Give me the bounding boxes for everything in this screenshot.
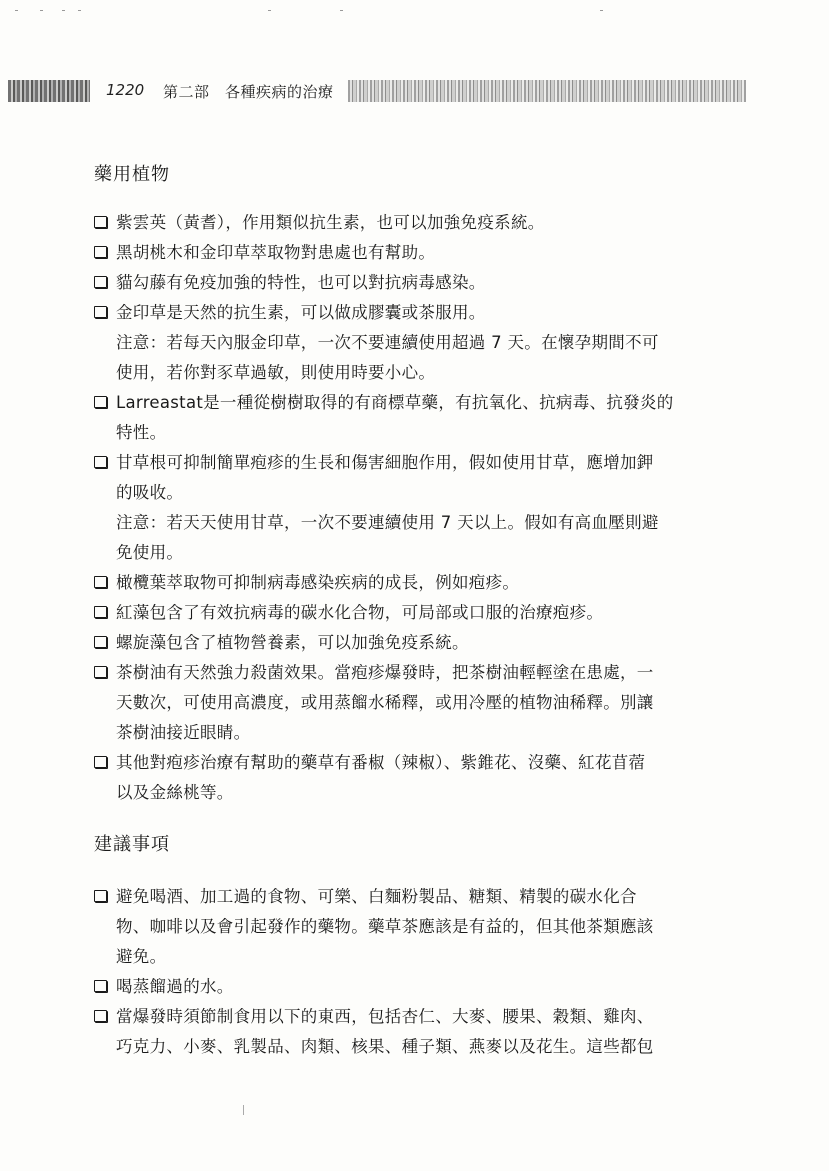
chapter-title: 第二部 各種疾病的治療 xyxy=(163,83,334,101)
checkbox-icon xyxy=(94,306,107,318)
list-item xyxy=(94,208,754,238)
list-item xyxy=(94,748,754,808)
checkbox-icon xyxy=(94,456,107,468)
main-content xyxy=(94,160,754,1062)
caution-note-line: 使用，若你對豕草過敏，則使用時要小心。 xyxy=(116,363,436,382)
checkbox-icon xyxy=(94,756,107,768)
checkbox-icon xyxy=(94,666,107,678)
item-text-line: 特性。 xyxy=(116,423,167,442)
item-text-line: 物、咖啡以及會引起發作的藥物。藥草茶應該是有益的，但其他茶類應該 xyxy=(116,917,654,936)
section-heading-recommendations: 建議事項 xyxy=(94,834,170,855)
list-item xyxy=(94,598,754,628)
checkbox-icon xyxy=(94,396,107,408)
page-number: 1220 xyxy=(106,81,145,99)
list-item xyxy=(94,298,754,388)
header-decorative-bar-right xyxy=(348,80,746,102)
checkbox-icon xyxy=(94,980,107,992)
scan-artifacts xyxy=(0,10,829,16)
caution-note xyxy=(116,508,754,568)
item-text-line: 甘草根可抑制簡單疱疹的生長和傷害細胞作用，假如使用甘草，應增加鉀 xyxy=(116,453,654,472)
section-heading-herbs: 藥用植物 xyxy=(94,164,170,185)
item-text: 金印草是天然的抗生素，可以做成膠囊或茶服用。 xyxy=(116,303,486,322)
item-text-line: Larreastat是一種從樹樹取得的有商標草藥，有抗氧化、抗病毒、抗發炎的 xyxy=(116,393,674,412)
list-item xyxy=(94,658,754,748)
running-header xyxy=(8,78,746,104)
item-text: 紫雲英（黃耆），作用類似抗生素，也可以加強免疫系統。 xyxy=(116,213,545,232)
list-item xyxy=(94,568,754,598)
checkbox-icon xyxy=(94,606,107,618)
item-text: 貓勾藤有免疫加強的特性，也可以對抗病毒感染。 xyxy=(116,273,486,292)
list-item xyxy=(94,972,754,1002)
checkbox-icon xyxy=(94,636,107,648)
checkbox-icon xyxy=(94,1010,107,1022)
list-item xyxy=(94,1002,754,1062)
item-text-line: 避免。 xyxy=(116,947,167,966)
item-text-line: 以及金絲桃等。 xyxy=(116,783,234,802)
list-item xyxy=(94,268,754,298)
list-item xyxy=(94,388,754,448)
item-text-line: 避免喝酒、加工過的食物、可樂、白麵粉製品、糖類、精製的碳水化合 xyxy=(116,887,637,906)
header-decorative-bar-left xyxy=(8,80,90,102)
item-text: 黑胡桃木和金印草萃取物對患處也有幫助。 xyxy=(116,243,436,262)
item-text-line: 其他對疱疹治療有幫助的藥草有番椒（辣椒）、紫錐花、沒藥、紅花苜蓿 xyxy=(116,753,646,772)
checkbox-icon xyxy=(94,576,107,588)
caution-note-line: 免使用。 xyxy=(116,543,184,562)
caution-note-line: 注意：若每天內服金印草，一次不要連續使用超過 7 天。在懷孕期間不可 xyxy=(116,333,659,352)
item-text-line: 當爆發時須節制食用以下的東西，包括杏仁、大麥、腰果、穀類、雞肉、 xyxy=(116,1007,654,1026)
item-text-line: 天數次，可使用高濃度，或用蒸餾水稀釋，或用冷壓的植物油稀釋。別讓 xyxy=(116,693,654,712)
list-item xyxy=(94,882,754,972)
item-text-line: 巧克力、小麥、乳製品、肉類、核果、種子類、燕麥以及花生。這些都包 xyxy=(116,1037,654,1056)
item-text: 橄欖葉萃取物可抑制病毒感染疾病的成長，例如疱疹。 xyxy=(116,573,520,592)
list-item xyxy=(94,628,754,658)
checkbox-icon xyxy=(94,276,107,288)
scan-artifact-mark xyxy=(243,1105,244,1115)
caution-note-line: 注意：若天天使用甘草，一次不要連續使用 7 天以上。假如有高血壓則避 xyxy=(116,513,659,532)
checkbox-icon xyxy=(94,216,107,228)
item-text-line: 的吸收。 xyxy=(116,483,184,502)
list-item xyxy=(94,238,754,268)
item-text: 喝蒸餾過的水。 xyxy=(116,977,234,996)
herbs-list xyxy=(94,208,754,808)
item-text: 螺旋藻包含了植物營養素，可以加強免疫系統。 xyxy=(116,633,469,652)
caution-note xyxy=(116,328,754,388)
list-item xyxy=(94,448,754,568)
recommendations-list xyxy=(94,882,754,1062)
checkbox-icon xyxy=(94,246,107,258)
item-text: 紅藻包含了有效抗病毒的碳水化合物，可局部或口服的治療疱疹。 xyxy=(116,603,604,622)
item-text-line: 茶樹油有天然強力殺菌效果。當疱疹爆發時，把茶樹油輕輕塗在患處，一 xyxy=(116,663,654,682)
checkbox-icon xyxy=(94,890,107,902)
item-text-line: 茶樹油接近眼睛。 xyxy=(116,723,251,742)
